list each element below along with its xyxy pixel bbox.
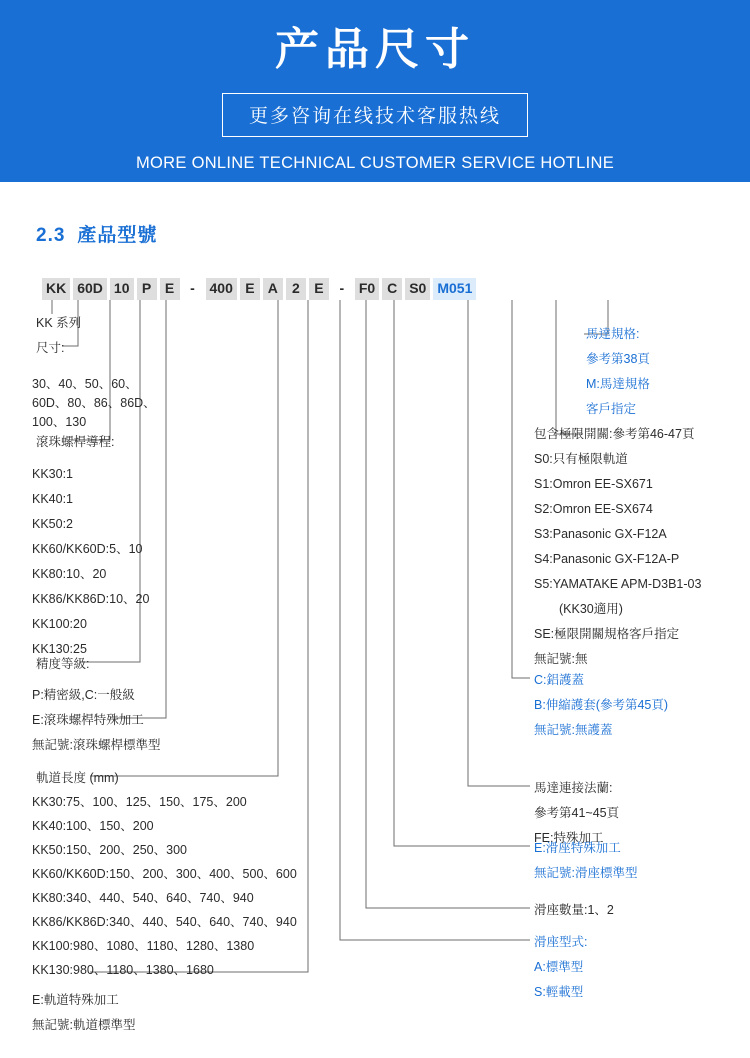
- screw-special-2: 無記號:滾珠螺桿標準型: [32, 738, 161, 752]
- code-segment-flange: F0: [355, 278, 379, 300]
- slide-type-s: S:輕載型: [534, 985, 584, 999]
- code-segment-cover: C: [382, 278, 402, 300]
- code-segment-kk: KK: [42, 278, 70, 300]
- limit-switch-1: 包含極限開關:參考第46-47頁: [534, 427, 695, 441]
- rail-value-6: KK86/KK86D:340、440、540、640、740、940: [32, 915, 297, 929]
- limit-switch-9: SE:極限開關規格客戶指定: [534, 627, 680, 641]
- flange-2: 參考第41~45頁: [534, 806, 620, 820]
- lead-value-5: KK80:10、20: [32, 567, 107, 581]
- lead-value-2: KK40:1: [32, 492, 74, 506]
- banner-title: 产品尺寸: [275, 25, 475, 74]
- limit-switch-7: S5:YAMATAKE APM-D3B1-03: [534, 577, 702, 591]
- cover-1: C:鋁護蓋: [534, 673, 585, 687]
- slide-special-2: 無記號:滑座標準型: [534, 866, 638, 880]
- lead-value-8: KK130:25: [32, 642, 87, 656]
- rail-special-1: E:軌道特殊加工: [32, 993, 119, 1007]
- limit-switch-4: S2:Omron EE-SX674: [534, 502, 653, 516]
- code-segment-switch: S0: [405, 278, 430, 300]
- slide-special-1: E:滑座特殊加工: [534, 841, 621, 855]
- code-segment-rail-e: E: [240, 278, 260, 300]
- flange-1: 馬達連接法蘭:: [534, 781, 613, 795]
- code-segment-slide-type: A: [263, 278, 283, 300]
- code-segment-slide-qty: 2: [286, 278, 306, 300]
- rail-value-3: KK50:150、200、250、300: [32, 843, 187, 857]
- limit-switch-3: S1:Omron EE-SX671: [534, 477, 653, 491]
- section-number: 2.3: [36, 225, 66, 246]
- limit-switch-6: S4:Panasonic GX-F12A-P: [534, 552, 680, 566]
- rail-value-8: KK130:980、1180、1380、1680: [32, 963, 214, 977]
- rail-special-2: 無記號:軌道標準型: [32, 1018, 136, 1032]
- model-code-row: [42, 278, 479, 300]
- section-heading: [36, 220, 750, 247]
- screw-special-1: E:滾珠螺桿特殊加工: [32, 713, 144, 727]
- section-title: 產品型號: [77, 225, 158, 246]
- code-segment-motor: M051: [433, 278, 476, 300]
- page-banner: [0, 0, 750, 182]
- lead-value-7: KK100:20: [32, 617, 87, 631]
- code-segment-size: 60D: [73, 278, 107, 300]
- limit-switch-2: S0:只有極限軌道: [534, 452, 628, 466]
- lead-value-3: KK50:2: [32, 517, 74, 531]
- size-value-2: 60D、80、86、86D、: [32, 396, 156, 410]
- size-value-3: 100、130: [32, 415, 87, 429]
- banner-subtitle: 更多咨询在线技术客服热线: [222, 93, 528, 137]
- rail-value-5: KK80:340、440、540、640、740、940: [32, 891, 254, 905]
- code-separator-1: -: [190, 280, 195, 296]
- limit-switch-8: (KK30適用): [534, 602, 623, 616]
- motor-spec-1: 馬達規格:: [586, 327, 640, 341]
- rail-value-2: KK40:100、150、200: [32, 819, 154, 833]
- code-segment-grade: P: [137, 278, 157, 300]
- grade-label: 精度等級:: [36, 657, 90, 671]
- code-segment-slide-e: E: [309, 278, 329, 300]
- lead-label: 滾珠螺桿導程:: [36, 435, 115, 449]
- code-segment-lead: 10: [110, 278, 134, 300]
- code-segment-length: 400: [206, 278, 237, 300]
- flange-3: FE:特殊加工: [534, 831, 604, 845]
- limit-switch-5: S3:Panasonic GX-F12A: [534, 527, 667, 541]
- size-label: 尺寸:: [36, 341, 65, 355]
- limit-switch-10: 無記號:無: [534, 652, 588, 666]
- motor-spec-2: 參考第38頁: [586, 352, 650, 366]
- cover-2: B:伸縮護套(參考第45頁): [534, 698, 669, 712]
- grade-value: P:精密級,C:一般級: [32, 688, 135, 702]
- lead-value-6: KK86/KK86D:10、20: [32, 592, 150, 606]
- series-label: KK 系列: [36, 316, 82, 330]
- lead-value-1: KK30:1: [32, 467, 74, 481]
- banner-english-subtitle: MORE ONLINE TECHNICAL CUSTOMER SERVICE HOTLINE: [135, 154, 615, 172]
- code-separator-2: -: [339, 280, 345, 296]
- slide-type-label: 滑座型式:: [534, 935, 588, 949]
- code-segment-screw-e: E: [160, 278, 180, 300]
- rail-value-4: KK60/KK60D:150、200、300、400、500、600: [32, 867, 297, 881]
- cover-3: 無記號:無護蓋: [534, 723, 613, 737]
- rail-value-1: KK30:75、100、125、150、175、200: [32, 795, 247, 809]
- motor-spec-4: 客戶指定: [586, 402, 637, 416]
- rail-length-label: 軌道長度 (mm): [36, 771, 119, 785]
- lead-value-4: KK60/KK60D:5、10: [32, 542, 143, 556]
- rail-value-7: KK100:980、1080、1180、1280、1380: [32, 939, 255, 953]
- size-value-1: 30、40、50、60、: [32, 377, 138, 391]
- slide-type-a: A:標準型: [534, 960, 584, 974]
- slide-quantity: 滑座數量:1、2: [534, 903, 614, 917]
- motor-spec-3: M:馬達規格: [586, 377, 650, 391]
